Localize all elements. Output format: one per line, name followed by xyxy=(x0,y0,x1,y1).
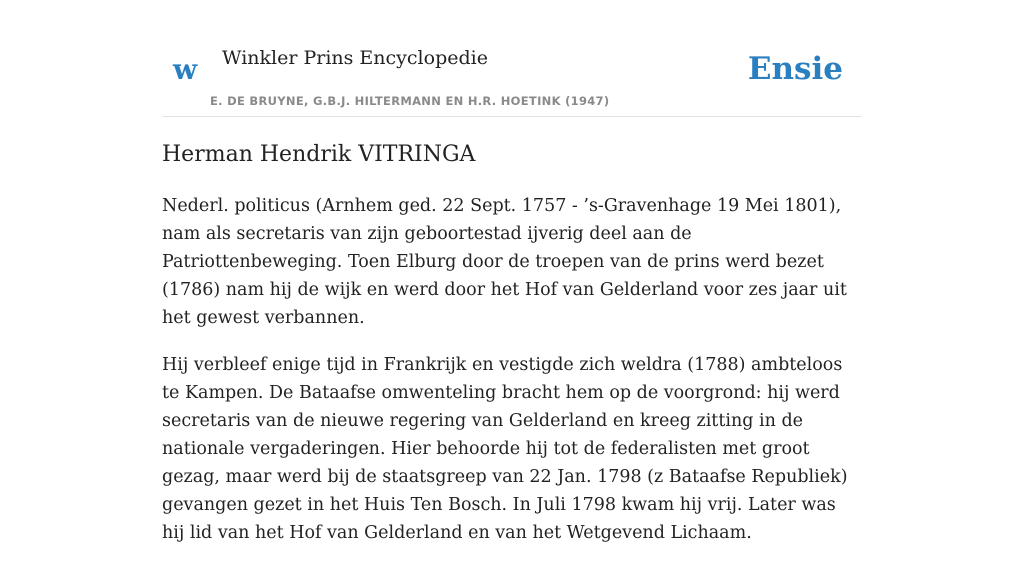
article-title: Herman Hendrik VITRINGA xyxy=(162,142,476,167)
article-paragraph: Nederl. politicus (Arnhem ged. 22 Sept. 1757 - ’s-Gravenhage 19 Mei 1801), nam als secretaris van zijn geboortestad ijverig deel aan de Patriottenbeweging. Toen Elburg door de troepen van de prins werd bezet (1786) nam hij de wijk en werd door het Hof van Gelderland voor zes jaar uit het gewest verbannen. xyxy=(162,196,847,328)
article-paragraph: Hij verbleef enige tijd in Frankrijk en vestigde zich weldra (1788) ambteloos te Kampen. De Bataafse omwenteling bracht hem op de voorgrond: hij werd secretaris van de nieuwe regering van Gelderland en kreeg zitting in de nationale vergaderingen. Hier behoorde hij tot de federalisten met groot gezag, maar werd bij de staatsgreep van 22 Jan. 1798 (z Bataafse Republiek) gevangen gezet in het Huis Ten Bosch. In Juli 1798 kwam hij vrij. Later was hij lid van het Hof van Gelderland en van het Wetgevend Lichaam. xyxy=(162,355,848,543)
ensie-logo-link[interactable]: Ensie xyxy=(747,51,843,87)
authors-line: E. DE BRUYNE, G.B.J. HILTERMANN EN H.R. HOETINK (1947) xyxy=(210,94,610,108)
book-title-link[interactable]: Winkler Prins Encyclopedie xyxy=(222,47,488,69)
encyclopedia-logo-icon[interactable]: w xyxy=(173,53,198,86)
header xyxy=(162,0,862,117)
article-body xyxy=(162,192,862,566)
